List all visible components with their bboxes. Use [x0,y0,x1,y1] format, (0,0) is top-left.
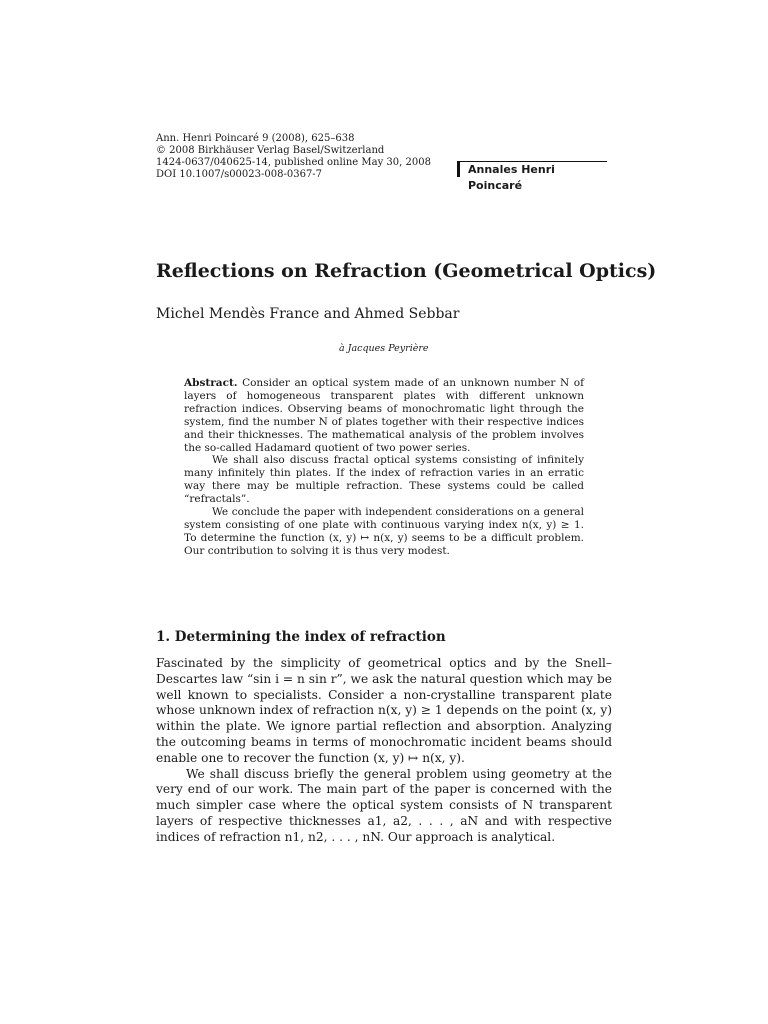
paper-title: Reflections on Refraction (Geometrical Optics) [156,260,657,282]
copyright-line: © 2008 Birkhäuser Verlag Basel/Switzerland [156,145,385,156]
abstract-paragraph-text: Consider an optical system made of an unknown number N of layers of homogeneous transparent plates with different unknown refraction indices. Observing beams of monochromatic light through the system, find the number N of plates together with their respective indices and their thicknesses. The mathematical analysis of the problem involves the so-called Hadamard quotient of two power series. [184,377,584,454]
body-paragraph: Fascinated by the simplicity of geometrical optics and by the Snell–Descartes law “sin i = n sin r”, we ask the natural question which may be well known to specialists. Consider a non-crystalline transparent plate whose unknown index of refraction n(x, y) ≥ 1 depends on the point (x, y) within the plate. We ignore partial reflection and absorption. Analyzing the outcoming beams in terms of monochromatic incident beams should enable one to recover the function (x, y) ↦ n(x, y). [156,656,612,765]
abstract [184,377,584,558]
dedication: à Jacques Peyrière [339,343,429,354]
authors: Michel Mendès France and Ahmed Sebbar [156,306,460,322]
abstract-paragraph: We shall also discuss fractal optical systems consisting of infinitely many infinitely thin plates. If the index of refraction varies in an erratic way there may be multiple refraction. These systems could be called “refractals”. [184,454,584,506]
abstract-paragraph: We conclude the paper with independent considerations on a general system consisting of one plate with continuous varying index n(x, y) ≥ 1. To determine the function (x, y) ↦ n(x, y) seems to be a difficult problem. Our contribution to solving it is thus very modest. [184,506,584,557]
section-body [156,656,612,846]
journal-citation: Ann. Henri Poincaré 9 (2008), 625–638 [156,133,355,144]
journal-name-box: Annales Henri Poincaré [457,161,607,177]
abstract-paragraph [184,377,584,454]
body-paragraph: We shall discuss briefly the general problem using geometry at the very end of our work. The main part of the paper is concerned with the much simpler case where the optical system consists of N transparent layers of respective thicknesses a1, a2, . . . , aN and with respective indices of refraction n1, n2, . . . , nN. Our approach is analytical. [156,766,612,844]
section-heading: 1. Determining the index of refraction [156,629,446,645]
doi-line: DOI 10.1007/s00023-008-0367-7 [156,169,323,180]
abstract-label: Abstract. [184,377,238,389]
issn-line: 1424-0637/040625-14, published online May 30, 2008 [156,157,431,168]
